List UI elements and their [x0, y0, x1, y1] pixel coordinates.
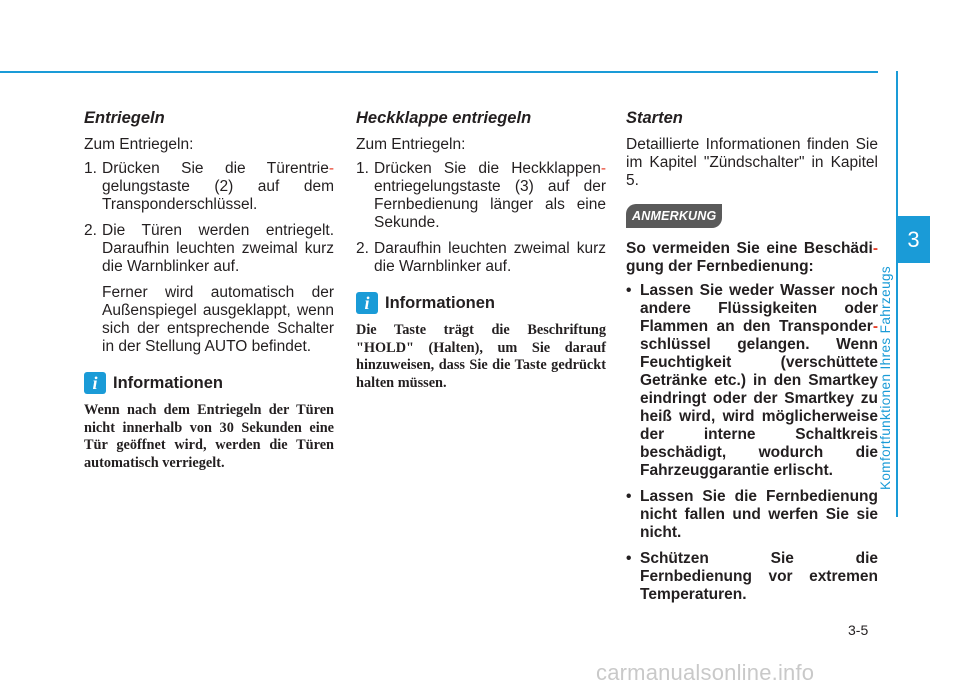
step-text-cont: entriegelungstaste (3) auf der Fernbedienung länger als eine Sekunde. — [374, 178, 606, 231]
chapter-number-badge: 3 — [897, 216, 930, 263]
bullet-text-cont: schlüssel gelangen. Wenn Feuchtigkeit (verschüttete Getränke etc.) in den Smartkey eindringt oder der Smartkey zu heiß wird, wird möglicherweise der interne Schaltkreis beschädigt, wodurch die Fahrzeuggarantie erlischt. — [640, 336, 878, 479]
intro-text: Detaillierte Informationen finden Sie im Kapitel "Zündschalter" in Kapitel 5. — [626, 136, 878, 189]
column-starten — [626, 108, 878, 612]
info-text: Die Taste trägt die Beschriftung "HOLD" (Halten), um Sie darauf hinzuweisen, dass Sie die Taste gedrückt halten müssen. — [356, 322, 606, 391]
list-item — [84, 222, 334, 276]
info-header — [84, 372, 334, 394]
list-item — [356, 240, 606, 276]
section-heading: Starten — [626, 109, 683, 127]
step-number: 1. — [84, 160, 97, 177]
note-lead-b: gung der Fernbedienung: — [626, 258, 814, 275]
step-text: Drücken Sie die Türentrie — [102, 160, 329, 177]
top-rule — [0, 71, 878, 73]
watermark: carmanualsonline.info — [596, 660, 815, 685]
info-text: Wenn nach dem Entriegeln der Türen nicht innerhalb von 30 Sekunden eine Tür geöffnet wird, werden die Türen automatisch verriegelt. — [84, 402, 334, 471]
bullet-icon: • — [626, 282, 632, 299]
page-number: 3-5 — [848, 622, 869, 638]
info-title: Informationen — [113, 374, 223, 392]
list-item — [626, 550, 878, 604]
info-icon: i — [84, 372, 106, 394]
bullet-text: Lassen Sie weder Wasser noch andere Flüssigkeiten oder Flammen an den Transponder — [640, 282, 878, 335]
section-heading: Heckklappe entriegeln — [356, 109, 532, 127]
info-icon: i — [356, 292, 378, 314]
bullet-list — [626, 282, 878, 604]
hyphen: - — [600, 160, 606, 177]
step-text: Daraufhin leuchten zweimal kurz die Warnblinker auf. — [374, 240, 606, 275]
section-heading: Entriegeln — [84, 109, 165, 127]
column-entriegeln — [84, 108, 334, 472]
hyphen: - — [872, 240, 878, 257]
bullet-text: Lassen Sie die Fernbedienung nicht fallen und werfen Sie sie nicht. — [640, 488, 878, 541]
info-header — [356, 292, 606, 314]
note-badge: ANMERKUNG — [626, 204, 722, 228]
note-lead — [626, 240, 878, 276]
list-item — [626, 488, 878, 542]
step-text-cont: gelungstaste (2) auf dem Transponderschlüssel. — [102, 178, 334, 213]
list-item — [626, 282, 878, 480]
steps-list — [356, 160, 606, 276]
bullet-icon: • — [626, 488, 632, 505]
note-lead-a: So vermeiden Sie eine Beschädi — [626, 240, 873, 257]
hyphen: - — [328, 160, 334, 177]
step-text: Die Türen werden entriegelt. Daraufhin leuchten zweimal kurz die Warnblinker auf. — [102, 222, 334, 275]
list-item — [84, 160, 334, 214]
list-item — [356, 160, 606, 232]
intro-text: Zum Entriegeln: — [356, 136, 466, 153]
step-number: 1. — [356, 160, 369, 177]
column-heckklappe — [356, 108, 606, 392]
hyphen: - — [872, 318, 878, 335]
bullet-icon: • — [626, 550, 632, 567]
info-title: Informationen — [385, 294, 495, 312]
step-text: Drücken Sie die Heckklappen — [374, 160, 601, 177]
step-number: 2. — [356, 240, 369, 257]
bullet-text: Schützen Sie die Fernbedienung vor extremen Temperaturen. — [640, 550, 878, 603]
steps-list — [84, 160, 334, 276]
intro-text: Zum Entriegeln: — [84, 136, 194, 153]
step-number: 2. — [84, 222, 97, 239]
chapter-title: Komfortfunktionen Ihres Fahrzeugs — [878, 265, 893, 490]
extra-text: Ferner wird automatisch der Außenspiegel ausgeklappt, wenn sich der entsprechende Schalter in der Stellung AUTO befindet. — [102, 284, 334, 355]
